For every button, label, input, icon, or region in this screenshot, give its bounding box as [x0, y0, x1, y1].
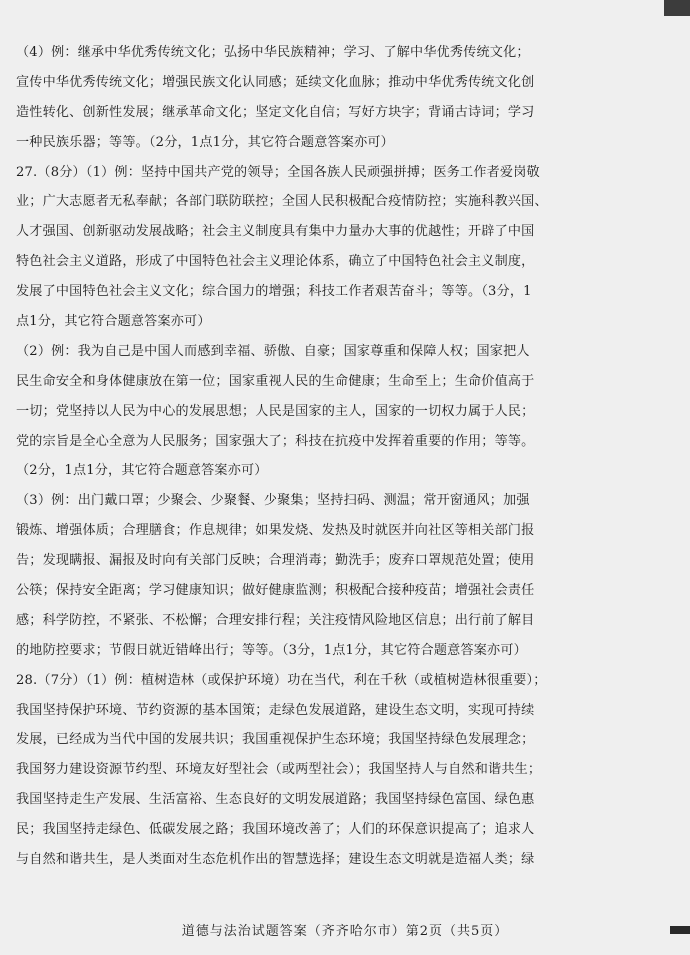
text-line-28: 与自然和谐共生，是人类面对生态危机作出的智慧选择；建设生态文明就是造福人类；绿: [16, 852, 535, 868]
text-line-6: 业；广大志愿者无私奉献；各部门联防联控；全国人民积极配合疫情防控；实施科教兴国、: [16, 194, 548, 210]
text-line-19: 公筷；保持安全距离；学习健康知识；做好健康监测；积极配合接种疫苗；增强社会责任: [16, 583, 535, 599]
text-line-18: 告；发现瞒报、漏报及时向有关部门反映；合理消毒；勤洗手；废弃口罩规范处置；使用: [16, 553, 535, 569]
text-line-17: 锻炼、增强体质；合理膳食；作息规律；如果发烧、发热及时就医并向社区等相关部门报: [16, 523, 535, 539]
text-line-23: 我国坚持保护环境、节约资源的基本国策；走绿色发展道路，建设生态文明，实现可持续: [16, 702, 535, 718]
text-line-27: 民；我国坚持走绿色、低碳发展之路；我国环境改善了；人们的环保意识提高了；追求人: [16, 822, 535, 838]
text-line-9: 发展了中国特色社会主义文化；综合国力的增强；科技工作者艰苦奋斗；等等。（3分，1: [16, 284, 532, 300]
scan-corner-mark-top: [664, 0, 690, 16]
text-line-15: （2分，1点1分，其它符合题意答案亦可）: [16, 463, 268, 479]
text-line-24: 发展，已经成为当代中国的发展共识；我国重视保护生态环境；我国坚持绿色发展理念；: [16, 732, 535, 748]
text-line-7: 人才强国、创新驱动发展战略；社会主义制度具有集中力量办大事的优越性；开辟了中国: [16, 224, 535, 240]
text-line-16: （3）例：出门戴口罩；少聚会、少聚餐、少聚集；坚持扫码、测温；常开窗通风；加强: [16, 493, 530, 509]
text-line-10: 点1分，其它符合题意答案亦可）: [16, 314, 211, 330]
text-line-8: 特色社会主义道路，形成了中国特色社会主义理论体系，确立了中国特色社会主义制度，: [16, 254, 535, 270]
answer-body: [16, 38, 616, 875]
text-line-20: 感；科学防控，不紧张、不松懈；合理安排行程；关注疫情风险地区信息；出行前了解目: [16, 612, 535, 628]
text-line-26: 我国坚持走生产发展、生活富裕、生态良好的文明发展道路；我国坚持绿色富国、绿色惠: [16, 792, 535, 808]
text-line-3: 造性转化、创新性发展；继承革命文化；坚定文化自信；写好方块字；背诵古诗词；学习: [16, 104, 535, 120]
text-line-4: 一种民族乐器；等等。（2分，1点1分，其它符合题意答案亦可）: [16, 134, 394, 150]
text-line-5: 27.（8分）（1）例：坚持中国共产党的领导；全国各族人民顽强拼搏；医务工作者爱岗敬: [16, 164, 540, 180]
text-line-22: 28.（7分）（1）例：植树造林（或保护环境）功在当代，利在千秋（或植树造林很重要）；: [16, 672, 547, 688]
text-line-2: 宣传中华优秀传统文化；增强民族文化认同感；延续文化血脉；推动中华优秀传统文化创: [16, 74, 535, 90]
text-line-13: 一切；党坚持以人民为中心的发展思想；人民是国家的主人，国家的一切权力属于人民；: [16, 403, 535, 419]
text-line-12: 民生命安全和身体健康放在第一位；国家重视人民的生命健康；生命至上；生命价值高于: [16, 373, 535, 389]
text-line-11: （2）例：我为自己是中国人而感到幸福、骄傲、自豪；国家尊重和保障人权；国家把人: [16, 343, 530, 359]
text-line-25: 我国努力建设资源节约型、环境友好型社会（或两型社会）；我国坚持人与自然和谐共生；: [16, 762, 542, 778]
text-line-21: 的地防控要求；节假日就近错峰出行；等等。（3分，1点1分，其它符合题意答案亦可）: [16, 642, 527, 658]
text-line-14: 党的宗旨是全心全意为人民服务；国家强大了；科技在抗疫中发挥着重要的作用；等等。: [16, 433, 535, 449]
page-footer: 道德与法治试题答案（齐齐哈尔市）第2页（共5页）: [181, 924, 509, 939]
text-line-1: （4）例：继承中华优秀传统文化；弘扬中华民族精神；学习、了解中华优秀传统文化；: [16, 45, 530, 60]
